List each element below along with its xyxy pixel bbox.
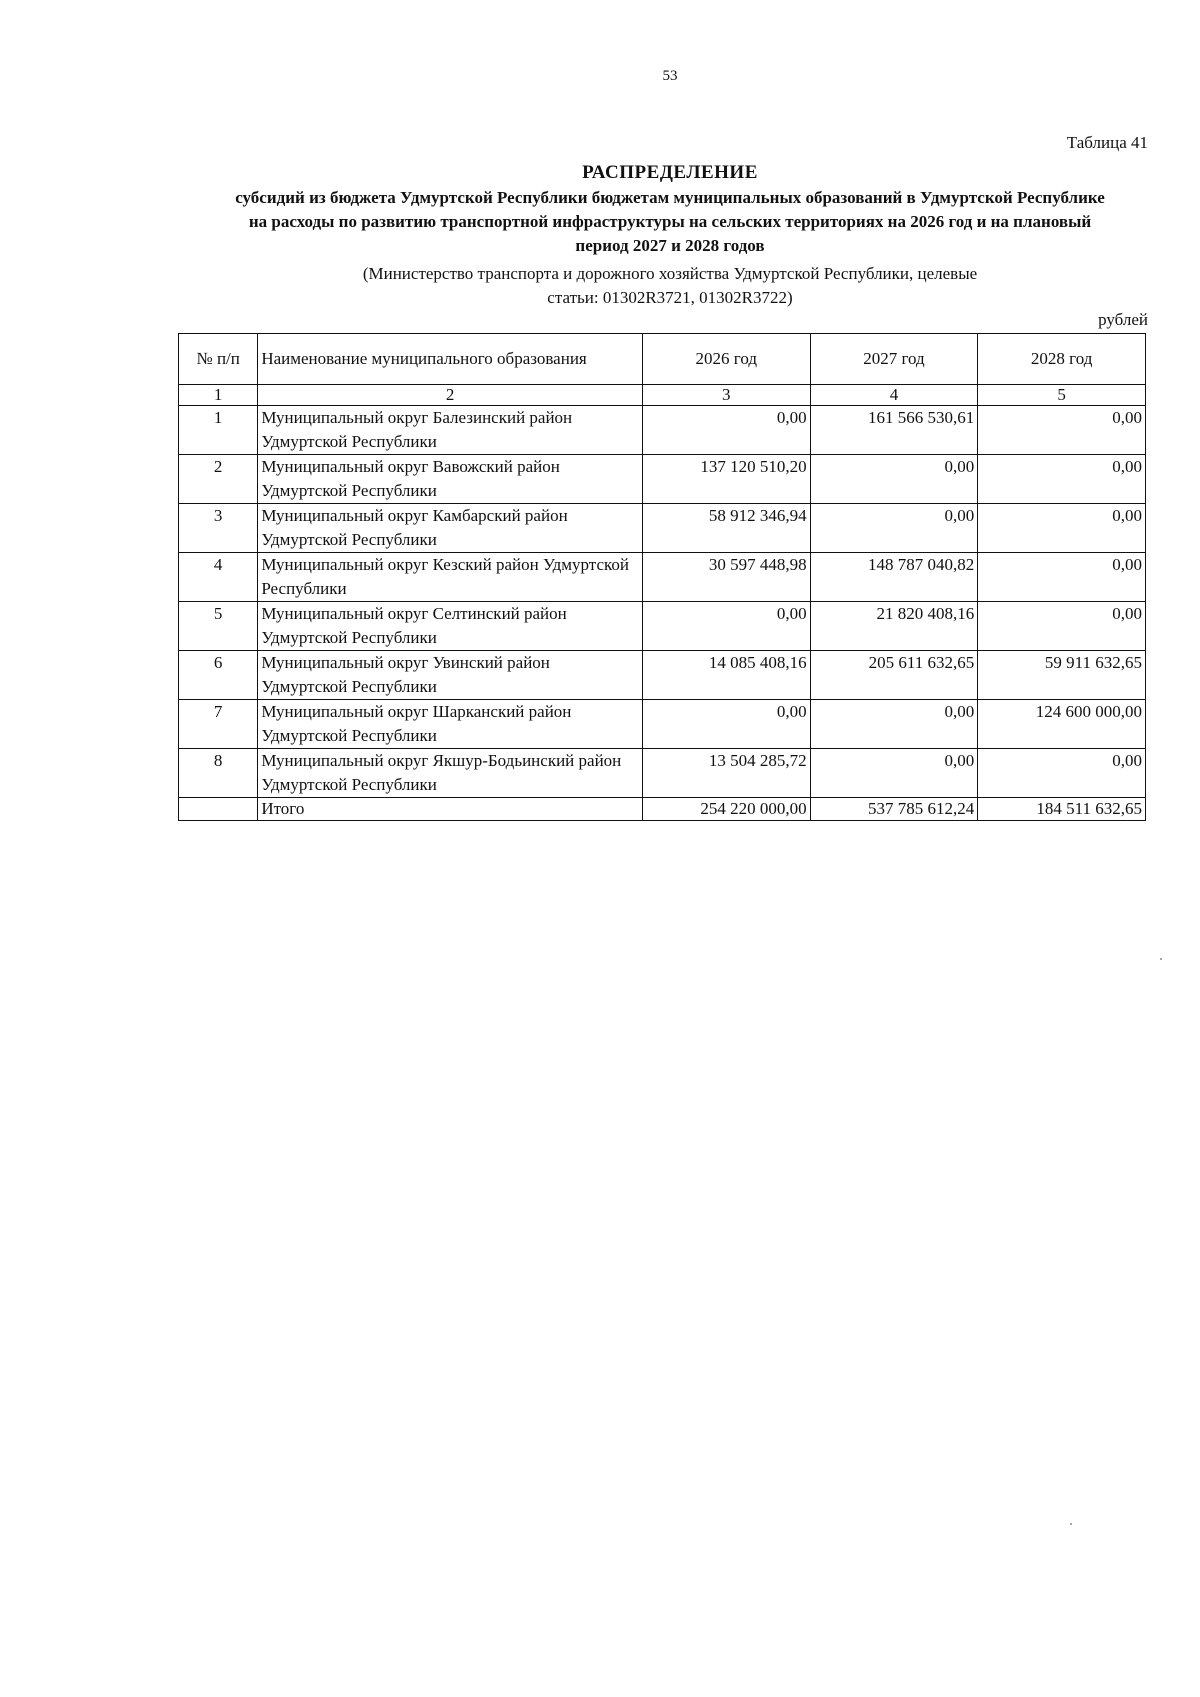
row-value-2027: 0,00 bbox=[810, 700, 978, 749]
header-num: № п/п bbox=[179, 334, 258, 385]
header-2027: 2027 год bbox=[810, 334, 978, 385]
row-value-2028: 0,00 bbox=[978, 406, 1146, 455]
row-value-2028: 124 600 000,00 bbox=[978, 700, 1146, 749]
row-name: Муниципальный округ Селтинский район Удмуртской Республики bbox=[258, 602, 643, 651]
column-index: 2 bbox=[258, 385, 643, 406]
table-row bbox=[179, 455, 1146, 504]
row-value-2027: 0,00 bbox=[810, 504, 978, 553]
row-num: 8 bbox=[179, 749, 258, 798]
row-num: 2 bbox=[179, 455, 258, 504]
scan-speck bbox=[1070, 1523, 1072, 1525]
table-row bbox=[179, 602, 1146, 651]
column-index: 5 bbox=[978, 385, 1146, 406]
header-name: Наименование муниципального образования bbox=[258, 334, 643, 385]
row-value-2027: 148 787 040,82 bbox=[810, 553, 978, 602]
heading-title: РАСПРЕДЕЛЕНИЕ bbox=[582, 162, 758, 183]
table-row bbox=[179, 553, 1146, 602]
row-name: Муниципальный округ Кезский район Удмуртской Республики bbox=[258, 553, 643, 602]
row-num: 3 bbox=[179, 504, 258, 553]
row-value-2027: 161 566 530,61 bbox=[810, 406, 978, 455]
total-label: Итого bbox=[258, 798, 643, 821]
table-row bbox=[179, 700, 1146, 749]
heading-subtitle: субсидий из бюджета Удмуртской Республики бюджетам муниципальных образований в Удмуртской Республике на расходы по развитию транспортной инфраструктуры на сельских территориях на 2026 год и на плановый период 2027 и 2028 годов bbox=[235, 188, 1105, 255]
row-name: Муниципальный округ Шарканский район Удмуртской Республики bbox=[258, 700, 643, 749]
page-number: 53 bbox=[662, 68, 678, 84]
table-header-row bbox=[179, 334, 1146, 385]
row-value-2028: 0,00 bbox=[978, 749, 1146, 798]
row-value-2026: 0,00 bbox=[642, 700, 810, 749]
row-value-2026: 30 597 448,98 bbox=[642, 553, 810, 602]
table-total-row bbox=[179, 798, 1146, 821]
table-row bbox=[179, 406, 1146, 455]
units-label: рублей bbox=[1098, 310, 1148, 329]
row-value-2026: 58 912 346,94 bbox=[642, 504, 810, 553]
table-row bbox=[179, 749, 1146, 798]
row-value-2028: 0,00 bbox=[978, 602, 1146, 651]
row-name: Муниципальный округ Якшур-Бодьинский район Удмуртской Республики bbox=[258, 749, 643, 798]
header-2026: 2026 год bbox=[642, 334, 810, 385]
heading-note: (Министерство транспорта и дорожного хозяйства Удмуртской Республики, целевые статьи: 01302R3721, 01302R3722) bbox=[362, 264, 978, 307]
table-row bbox=[179, 504, 1146, 553]
row-value-2028: 0,00 bbox=[978, 504, 1146, 553]
scan-speck bbox=[1160, 958, 1162, 960]
header-2028: 2028 год bbox=[978, 334, 1146, 385]
row-num: 5 bbox=[179, 602, 258, 651]
document-heading bbox=[200, 160, 1140, 310]
row-value-2027: 0,00 bbox=[810, 749, 978, 798]
column-index: 4 bbox=[810, 385, 978, 406]
row-value-2027: 0,00 bbox=[810, 455, 978, 504]
row-value-2026: 13 504 285,72 bbox=[642, 749, 810, 798]
row-value-2027: 205 611 632,65 bbox=[810, 651, 978, 700]
row-value-2028: 0,00 bbox=[978, 455, 1146, 504]
distribution-table bbox=[178, 333, 1146, 821]
table-caption: Таблица 41 bbox=[1066, 133, 1148, 152]
column-index-row bbox=[179, 385, 1146, 406]
total-value-2026: 254 220 000,00 bbox=[642, 798, 810, 821]
column-index: 3 bbox=[642, 385, 810, 406]
column-index: 1 bbox=[179, 385, 258, 406]
row-num: 4 bbox=[179, 553, 258, 602]
row-value-2026: 0,00 bbox=[642, 602, 810, 651]
row-value-2028: 59 911 632,65 bbox=[978, 651, 1146, 700]
row-name: Муниципальный округ Камбарский район Удмуртской Республики bbox=[258, 504, 643, 553]
total-num-empty bbox=[179, 798, 258, 821]
total-value-2028: 184 511 632,65 bbox=[978, 798, 1146, 821]
row-name: Муниципальный округ Увинский район Удмуртской Республики bbox=[258, 651, 643, 700]
row-num: 1 bbox=[179, 406, 258, 455]
row-value-2026: 137 120 510,20 bbox=[642, 455, 810, 504]
row-num: 6 bbox=[179, 651, 258, 700]
row-num: 7 bbox=[179, 700, 258, 749]
table-row bbox=[179, 651, 1146, 700]
row-value-2026: 0,00 bbox=[642, 406, 810, 455]
total-value-2027: 537 785 612,24 bbox=[810, 798, 978, 821]
row-name: Муниципальный округ Балезинский район Удмуртской Республики bbox=[258, 406, 643, 455]
row-value-2027: 21 820 408,16 bbox=[810, 602, 978, 651]
row-name: Муниципальный округ Вавожский район Удмуртской Республики bbox=[258, 455, 643, 504]
row-value-2028: 0,00 bbox=[978, 553, 1146, 602]
row-value-2026: 14 085 408,16 bbox=[642, 651, 810, 700]
